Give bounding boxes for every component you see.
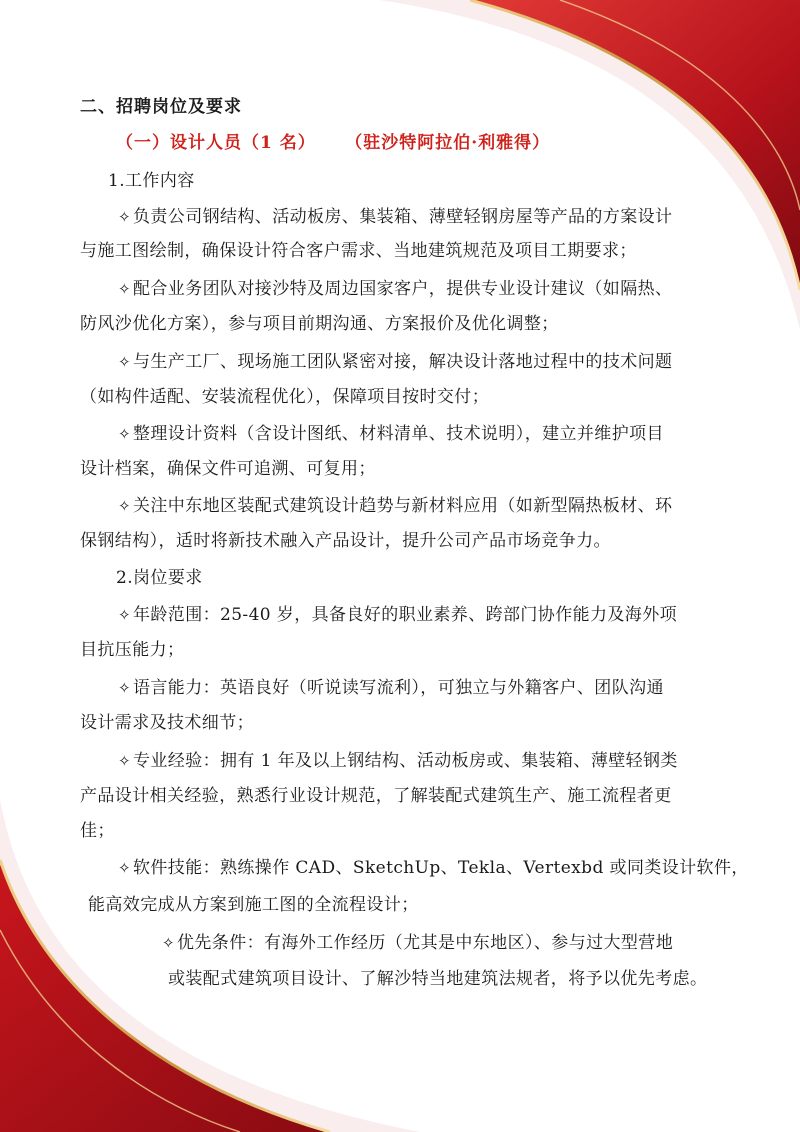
list-item: ✧ 语言能力：英语良好（听说读写流利），可独立与外籍客户、团队沟通 [116, 677, 664, 699]
list-item-continuation: 产品设计相关经验，熟悉行业设计规范，了解装配式建筑生产、施工流程者更 [80, 786, 672, 806]
list-item: ✧ 配合业务团队对接沙特及周边国家客户，提供专业设计建议（如隔热、 [116, 278, 672, 300]
list-item-continuation: 能高效完成从方案到施工图的全流程设计； [88, 895, 419, 915]
list-item: ✧ 整理设计资料（含设计图纸、材料清单、技术说明），建立并维护项目 [116, 423, 664, 445]
list-item: ✧ 关注中东地区装配式建筑设计趋势与新材料应用（如新型隔热板材、环 [116, 495, 672, 517]
list-item: ✧ 与生产工厂、现场施工团队紧密对接，解决设计落地过程中的技术问题 [116, 351, 672, 373]
list-item: ✧ 年龄范围：25-40 岁，具备良好的职业素养、跨部门协作能力及海外项 [116, 604, 677, 626]
diamond-outline-icon: ✧ [162, 934, 175, 952]
list-item-continuation: 与施工图绘制，确保设计符合客户需求、当地建筑规范及项目工期要求； [80, 241, 637, 261]
diamond-outline-icon: ✧ [118, 859, 131, 877]
diamond-outline-icon: ✧ [118, 752, 131, 770]
requirements-heading: 2.岗位要求 [116, 568, 203, 588]
list-item: ✧ 专业经验：拥有 1 年及以上钢结构、活动板房或、集装箱、薄壁轻钢类 [116, 750, 678, 772]
diamond-outline-icon: ✧ [118, 353, 131, 371]
position-location: （驻沙特阿拉伯·利雅得） [353, 133, 551, 153]
list-item: ✧ 负责公司钢结构、活动板房、集装箱、薄壁轻钢房屋等产品的方案设计 [116, 206, 672, 228]
list-item: ✧ 优先条件：有海外工作经历（尤其是中东地区）、参与过大型营地 [160, 932, 673, 954]
diamond-outline-icon: ✧ [118, 208, 131, 226]
work-content-heading: 1.工作内容 [108, 171, 195, 191]
list-item-continuation: 防风沙优化方案），参与项目前期沟通、方案报价及优化调整； [80, 314, 559, 334]
position-title: （一）设计人员（1 名） [116, 133, 316, 153]
diamond-outline-icon: ✧ [118, 606, 131, 624]
diamond-outline-icon: ✧ [118, 280, 131, 298]
list-item: ✧ 软件技能：熟练操作 CAD、SketchUp、Tekla、Vertexbd 或同类设计软件， [116, 857, 749, 879]
diamond-outline-icon: ✧ [118, 497, 131, 515]
diamond-outline-icon: ✧ [118, 679, 131, 697]
section-title: 二、招聘岗位及要求 [80, 97, 242, 117]
position-heading [116, 132, 550, 154]
list-item-continuation: 保钢结构），适时将新技术融入产品设计，提升公司产品市场竞争力。 [80, 531, 611, 551]
list-item-continuation: 佳； [80, 821, 115, 841]
list-item-continuation: 设计需求及技术细节； [80, 713, 254, 733]
list-item-continuation: 或装配式建筑项目设计、了解沙特当地建筑法规者，将予以优先考虑。 [168, 969, 708, 989]
list-item-continuation: （如构件适配、安装流程优化），保障项目按时交付； [80, 387, 490, 407]
list-item-continuation: 设计档案，确保文件可追溯、可复用； [80, 459, 376, 479]
diamond-outline-icon: ✧ [118, 425, 131, 443]
list-item-continuation: 目抗压能力； [80, 640, 185, 660]
